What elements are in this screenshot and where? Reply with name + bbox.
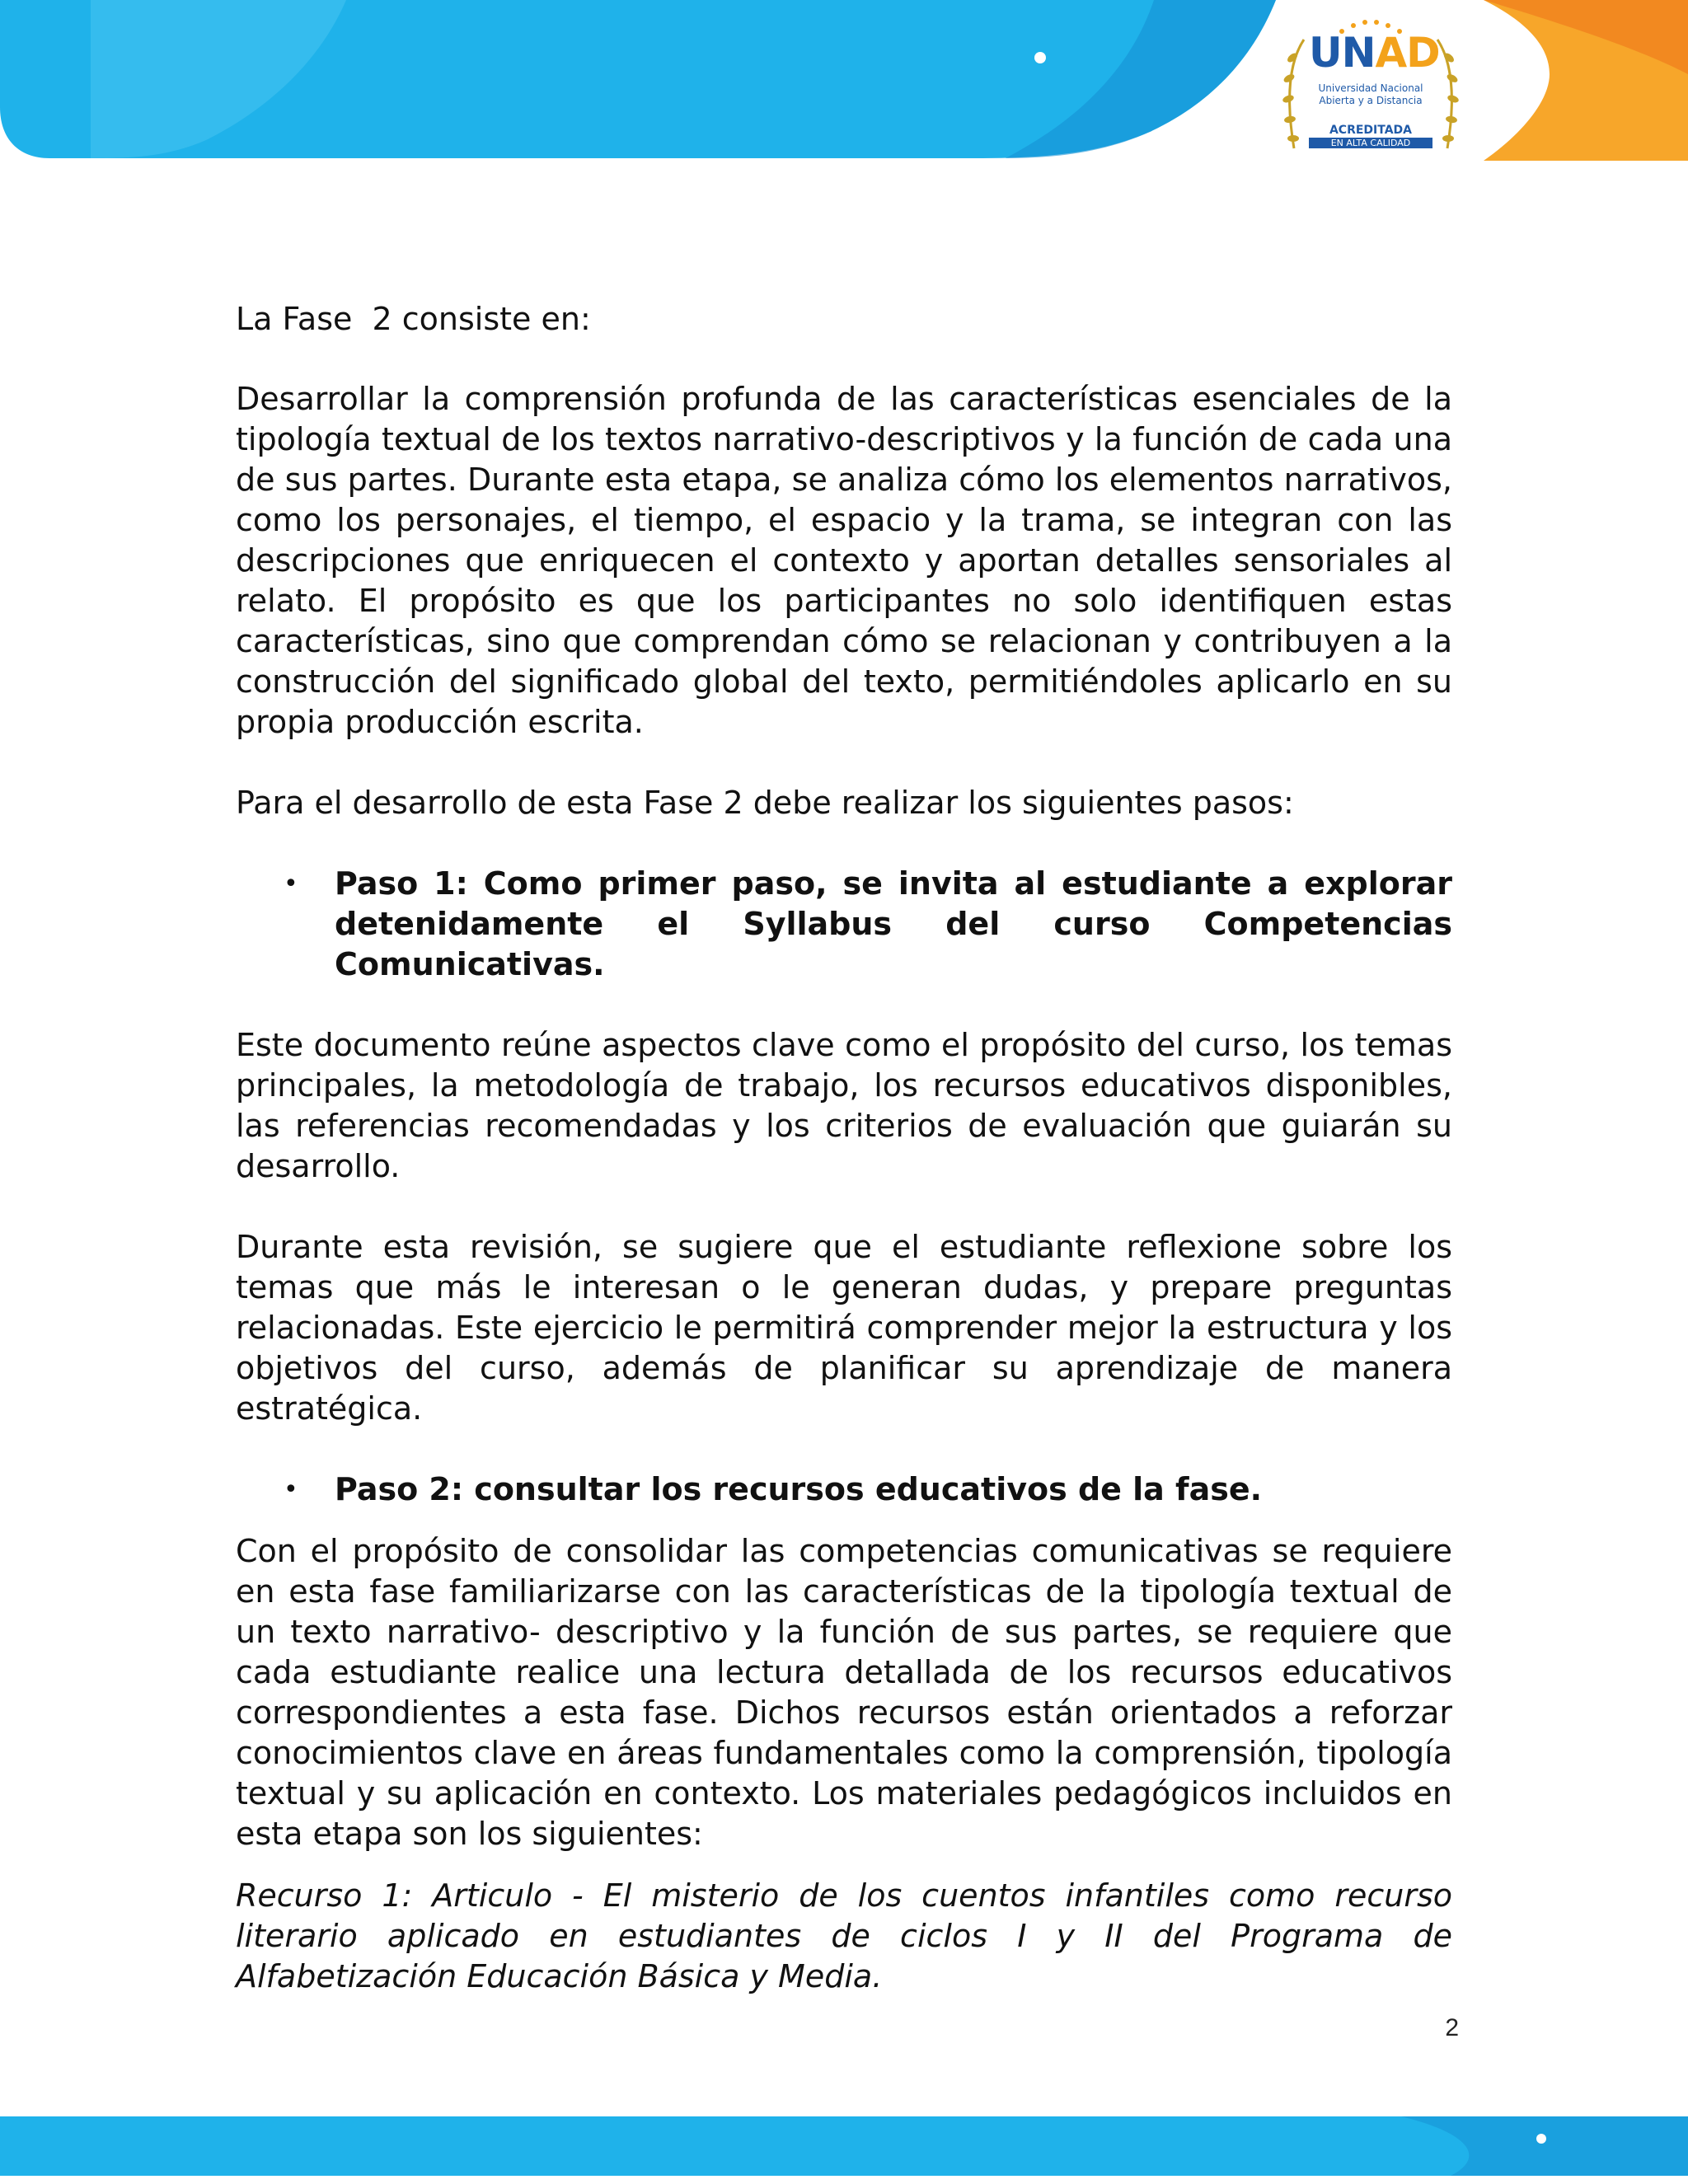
step2-resource1: Recurso 1: Articulo - El misterio de los cuentos infantiles como recurso literario aplicado en estudiantes de ciclos I y II del Programa de Alfabetización Educación Básica y Media. bbox=[236, 1877, 1452, 1994]
step2-paragraph: Con el propósito de consolidar las competencias comunicativas se requiere en esta fase familiarizarse con las características de la tipología textual de un texto narrativo- descriptivo y la función de sus partes, se requiere que cada estudiante realice una lectura detallada de los recursos educativos correspondientes a esta fase. Dichos recursos están orientados a reforzar conocimientos clave en áreas fundamentales como la comprensión, tipología textual y su aplicación en contexto. Los materiales pedagógicos incluidos en esta etapa son los siguientes: bbox=[236, 1533, 1452, 1852]
logo-subtitle-line2: Abierta y a Distancia bbox=[1319, 95, 1423, 106]
footer-dot bbox=[1536, 2134, 1546, 2144]
logo-badge-line2: EN ALTA CALIDAD bbox=[1309, 138, 1432, 148]
step1-paragraph1: Este documento reúne aspectos clave como el propósito del curso, los temas principales, la metodología de trabajo, los recursos educativos disponibles, las referencias recomendadas y los criterios de evaluación que guiarán su desarrollo. bbox=[236, 1027, 1452, 1184]
step1-item bbox=[236, 864, 1452, 985]
step2-bullet-icon: • bbox=[284, 1475, 298, 1504]
step1-title: Paso 1: Como primer paso, se invita al estudiante a explorar detenidamente el Syllabus del curso Competencias Comunicativas. bbox=[335, 865, 1452, 982]
logo-wordmark-primary: UN bbox=[1309, 29, 1376, 77]
footer-decorative-band bbox=[0, 2114, 1688, 2184]
logo-wordmark bbox=[1309, 29, 1440, 77]
header-dot bbox=[1034, 52, 1046, 63]
document-body bbox=[236, 299, 1452, 1997]
laurel-left-icon bbox=[1281, 33, 1309, 157]
step2-title: Paso 2: consultar los recursos educativos de la fase. bbox=[335, 1471, 1263, 1507]
logo-subtitle-line1: Universidad Nacional bbox=[1318, 82, 1423, 94]
steps-intro: Para el desarrollo de esta Fase 2 debe realizar los siguientes pasos: bbox=[236, 785, 1294, 821]
intro-heading: La Fase 2 consiste en: bbox=[236, 301, 591, 337]
logo-wordmark-accent: AD bbox=[1375, 29, 1440, 77]
step2-item bbox=[236, 1469, 1452, 1510]
unad-logo bbox=[1276, 16, 1465, 161]
logo-badge-line1: ACREDITADA bbox=[1329, 124, 1413, 137]
page-number: 2 bbox=[1445, 2014, 1459, 2041]
step1-bullet-icon: • bbox=[284, 869, 298, 898]
intro-paragraph: Desarrollar la comprensión profunda de las características esenciales de la tipología textual de los textos narrativo-descriptivos y la función de cada una de sus partes. Durante esta etapa, se analiza cómo los elementos narrativos, como los personajes, el tiempo, el espacio y la trama, se integran con las descripciones que enriquecen el contexto y aportan detalles sensoriales al relato. El propósito es que los participantes no solo identifiquen estas características, sino que comprendan cómo se relacionan y contribuyen a la construcción del significado global del texto, permitiéndoles aplicarlo en su propia producción escrita. bbox=[236, 381, 1452, 740]
step1-paragraph2: Durante esta revisión, se sugiere que el estudiante reflexione sobre los temas que más le interesan o le generan dudas, y prepare preguntas relacionadas. Este ejercicio le permitirá comprender mejor la estructura y los objetivos del curso, además de planificar su aprendizaje de manera estratégica. bbox=[236, 1229, 1452, 1427]
